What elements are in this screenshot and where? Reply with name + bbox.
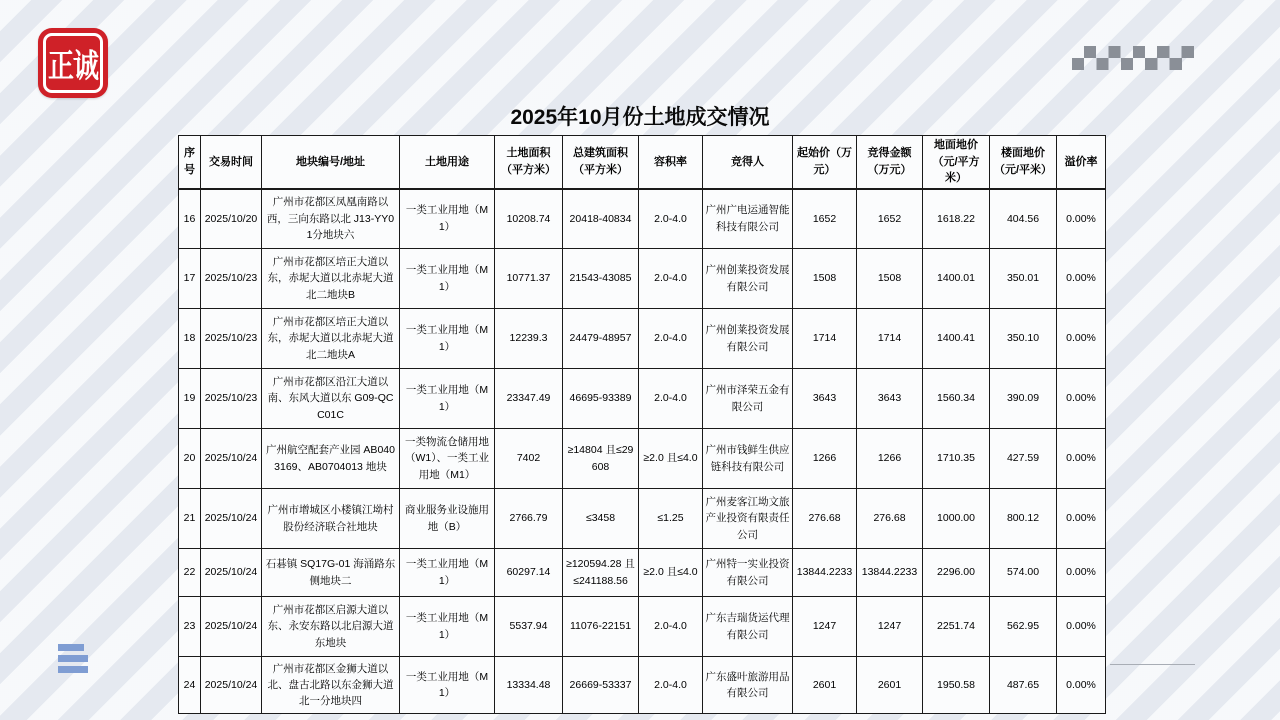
table-cell: 1714 [857,309,923,369]
table-row [179,489,1106,549]
table-cell: 2025/10/23 [201,249,262,309]
column-header: 总建筑面积（平方米） [563,136,639,189]
column-header: 溢价率 [1057,136,1106,189]
table-cell: 10771.37 [495,249,563,309]
table-cell: 1508 [793,249,857,309]
column-header: 楼面地价（元/平米） [990,136,1057,189]
table-cell: 2601 [793,657,857,714]
table-cell: 2.0-4.0 [639,249,703,309]
table-cell: 广州广电运通智能科技有限公司 [703,189,793,249]
table-cell: 广州创莱投资发展有限公司 [703,249,793,309]
table-cell: 一类工业用地（M1） [400,309,495,369]
table-cell: 2296.00 [923,549,990,597]
table-cell: 0.00% [1057,489,1106,549]
hamburger-bar [58,666,88,673]
table-header-row [179,136,1106,189]
table-cell: 广州市增城区小楼镇江坳村股份经济联合社地块 [262,489,400,549]
table-cell: 广州市花都区凤凰南路以西，三向东路以北 J13-YY01分地块六 [262,189,400,249]
table-cell: 13844.2233 [793,549,857,597]
table-cell: 1247 [857,597,923,657]
table-cell: 广州创莱投资发展有限公司 [703,309,793,369]
table-cell: 60297.14 [495,549,563,597]
table-row [179,369,1106,429]
table-cell: 2025/10/23 [201,369,262,429]
table-cell: ≥2.0 且≤4.0 [639,429,703,489]
table-cell: 广东盛叶旅游用品有限公司 [703,657,793,714]
table-cell: 一类工业用地（M1） [400,549,495,597]
table-cell: 广东吉瑞货运代理有限公司 [703,597,793,657]
column-header: 交易时间 [201,136,262,189]
table-cell: 1618.22 [923,189,990,249]
table-cell: 一类工业用地（M1） [400,249,495,309]
column-header: 竞得金额（万元） [857,136,923,189]
table-cell: 17 [179,249,201,309]
table-cell: 一类工业用地（M1） [400,597,495,657]
table-cell: 2025/10/24 [201,597,262,657]
table-cell: 26669-53337 [563,657,639,714]
table-cell: 23 [179,597,201,657]
table-cell: 16 [179,189,201,249]
table-cell: 0.00% [1057,309,1106,369]
checkerboard-decoration-icon [1072,58,1182,70]
table-cell: 一类物流仓储用地（W1）、一类工业用地（M1） [400,429,495,489]
table-cell: 12239.3 [495,309,563,369]
table-cell: 350.10 [990,309,1057,369]
table-cell: 广州特一实业投资有限公司 [703,549,793,597]
table-cell: 广州麦客江坳文旅产业投资有限责任公司 [703,489,793,549]
table-row [179,429,1106,489]
table-cell: 2025/10/24 [201,489,262,549]
table-cell: 2601 [857,657,923,714]
table-cell: 1000.00 [923,489,990,549]
table-row [179,249,1106,309]
column-header: 土地面积（平方米） [495,136,563,189]
logo-text: 正诚 [47,46,98,84]
table-cell: ≥120594.28 且≤241188.56 [563,549,639,597]
column-header: 竞得人 [703,136,793,189]
table-cell: 350.01 [990,249,1057,309]
column-header: 容积率 [639,136,703,189]
table-cell: 20418-40834 [563,189,639,249]
table-cell: 广州市花都区培正大道以东，赤坭大道以北赤坭大道北二地块A [262,309,400,369]
column-header: 起始价（万元） [793,136,857,189]
table-cell: 广州市花都区培正大道以东，赤坭大道以北赤坭大道北二地块B [262,249,400,309]
table-cell: 11076-22151 [563,597,639,657]
table-cell: 1266 [857,429,923,489]
table-cell: 1652 [857,189,923,249]
table-cell: 0.00% [1057,249,1106,309]
table-cell: 562.95 [990,597,1057,657]
hamburger-bar [58,644,84,651]
table-cell: 2025/10/24 [201,549,262,597]
table-cell: ≤3458 [563,489,639,549]
table-cell: 1652 [793,189,857,249]
table-cell: 18 [179,309,201,369]
table-cell: 2025/10/24 [201,657,262,714]
table-row [179,309,1106,369]
table-cell: ≥2.0 且≤4.0 [639,549,703,597]
table-cell: 574.00 [990,549,1057,597]
table-row [179,549,1106,597]
table-cell: 1266 [793,429,857,489]
table-cell: 1400.01 [923,249,990,309]
table-cell: 0.00% [1057,189,1106,249]
table-cell: 276.68 [857,489,923,549]
hamburger-menu-icon [58,644,88,677]
table-cell: 21 [179,489,201,549]
table-cell: 10208.74 [495,189,563,249]
table-cell: 2025/10/24 [201,429,262,489]
checkerboard-decoration-icon [1084,46,1194,58]
table-row [179,597,1106,657]
table-cell: 0.00% [1057,597,1106,657]
table-cell: 2025/10/23 [201,309,262,369]
column-header: 地面地价（元/平方米） [923,136,990,189]
column-header: 土地用途 [400,136,495,189]
table-cell: 7402 [495,429,563,489]
table-cell: 石碁镇 SQ17G-01 海涌路东侧地块二 [262,549,400,597]
table-cell: 商业服务业设施用地（B） [400,489,495,549]
table-cell: 1710.35 [923,429,990,489]
table-cell: 3643 [793,369,857,429]
table-cell: 2.0-4.0 [639,309,703,369]
table-cell: 2.0-4.0 [639,597,703,657]
table-cell: 1508 [857,249,923,309]
table-cell: 0.00% [1057,429,1106,489]
table-cell: 2.0-4.0 [639,369,703,429]
column-header: 序号 [179,136,201,189]
table-cell: 487.65 [990,657,1057,714]
table-cell: 1714 [793,309,857,369]
table-cell: 2.0-4.0 [639,189,703,249]
table-cell: 2.0-4.0 [639,657,703,714]
table-cell: 0.00% [1057,657,1106,714]
table-cell: 1400.41 [923,309,990,369]
table-cell: 广州市花都区金狮大道以北、盘古北路以东金狮大道北一分地块四 [262,657,400,714]
table-cell: 13334.48 [495,657,563,714]
table-cell: ≥14804 且≤29608 [563,429,639,489]
table-cell: 19 [179,369,201,429]
table-cell: 20 [179,429,201,489]
table-cell: 46695-93389 [563,369,639,429]
table-cell: 1950.58 [923,657,990,714]
table-cell: 390.09 [990,369,1057,429]
table-cell: 427.59 [990,429,1057,489]
column-header: 地块编号/地址 [262,136,400,189]
table-cell: 广州市花都区沿江大道以南、东风大道以东 G09-QCC01C [262,369,400,429]
table-cell: 广州市泽荣五金有限公司 [703,369,793,429]
table-cell: 一类工业用地（M1） [400,369,495,429]
land-transactions-table [178,135,1106,714]
table-cell: 2025/10/20 [201,189,262,249]
table-row [179,657,1106,714]
table-cell: 0.00% [1057,549,1106,597]
table-cell: 2251.74 [923,597,990,657]
company-logo [38,28,108,98]
table-cell: 一类工业用地（M1） [400,189,495,249]
table-cell: 广州市花都区启源大道以东、永安东路以北启源大道东地块 [262,597,400,657]
table-cell: 21543-43085 [563,249,639,309]
table-cell: 广州市钱鲜生供应链科技有限公司 [703,429,793,489]
table-cell: 2766.79 [495,489,563,549]
table-cell: ≤1.25 [639,489,703,549]
table-cell: 3643 [857,369,923,429]
table-cell: 5537.94 [495,597,563,657]
table-cell: 276.68 [793,489,857,549]
table-cell: 24479-48957 [563,309,639,369]
table-cell: 1560.34 [923,369,990,429]
table-cell: 1247 [793,597,857,657]
table-row [179,189,1106,249]
table-cell: 24 [179,657,201,714]
hamburger-bar [58,655,88,662]
data-table [178,135,1106,714]
table-cell: 23347.49 [495,369,563,429]
table-cell: 22 [179,549,201,597]
page-title: 2025年10月份土地成交情况 [510,106,770,129]
table-cell: 0.00% [1057,369,1106,429]
table-cell: 800.12 [990,489,1057,549]
table-cell: 404.56 [990,189,1057,249]
table-cell: 一类工业用地（M1） [400,657,495,714]
table-body [179,189,1106,714]
table-cell: 广州航空配套产业园 AB0403169、AB0704013 地块 [262,429,400,489]
logo-inner-frame [43,33,103,93]
table-cell: 13844.2233 [857,549,923,597]
divider-line [1110,664,1195,665]
